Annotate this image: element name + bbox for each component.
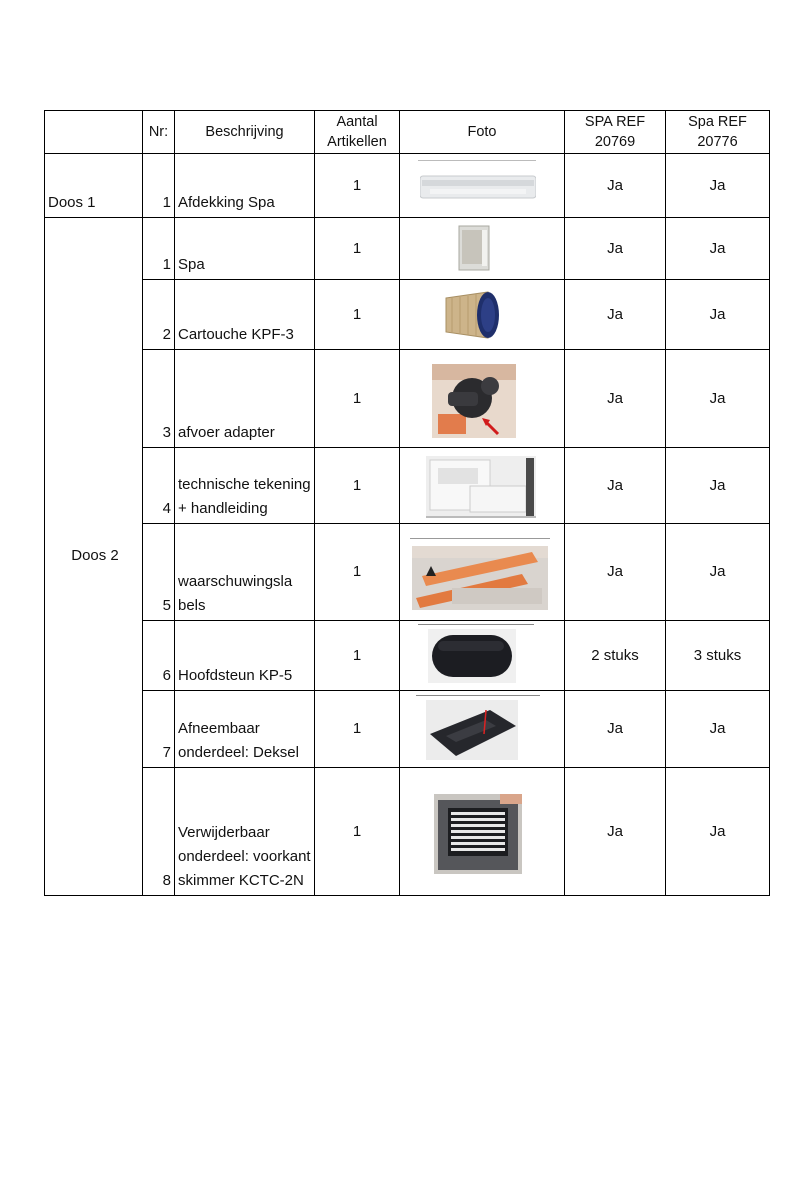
ref-20769-value: 2 stuks [565,621,666,691]
ref-20776-value: Ja [666,218,770,280]
item-photo-cell [400,154,565,218]
header-count: Aantal Artikellen [315,111,400,154]
item-count: 1 [315,768,400,896]
warning-labels-photo [412,546,548,610]
spa-photo [458,225,490,271]
filter-cartridge-photo [442,290,502,340]
ref-20776-value: Ja [666,448,770,524]
item-count: 1 [315,621,400,691]
item-photo-cell [400,768,565,896]
item-nr: 5 [143,524,175,621]
ref-20769-value: Ja [565,154,666,218]
item-nr: 7 [143,691,175,768]
headrest-photo [428,629,516,683]
box-label-doos-1: Doos 1 [45,154,143,218]
header-ref-20769: SPA REF 20769 [565,111,666,154]
ref-20776-value: Ja [666,768,770,896]
item-count: 1 [315,154,400,218]
item-nr: 2 [143,280,175,350]
header-box [45,111,143,154]
item-description: Verwijderbaar onderdeel: voorkant skimmer KCTC-2N [175,768,315,896]
item-description: Spa [175,218,315,280]
ref-20776-value: Ja [666,691,770,768]
item-nr: 3 [143,350,175,448]
table-row [45,621,770,691]
item-count: 1 [315,524,400,621]
lid-photo [426,700,518,760]
table-row [45,218,770,280]
item-count: 1 [315,218,400,280]
table-row [45,768,770,896]
ref-20769-value: Ja [565,768,666,896]
box-label-doos-2: Doos 2 [45,218,143,896]
item-count: 1 [315,448,400,524]
table-row [45,448,770,524]
item-description: technische tekening + handleiding [175,448,315,524]
table-row [45,524,770,621]
ref-20776-value: Ja [666,350,770,448]
item-description: waarschuwingsla bels [175,524,315,621]
header-ref-20776: Spa REF 20776 [666,111,770,154]
item-count: 1 [315,280,400,350]
header-nr: Nr: [143,111,175,154]
item-description: Afdekking Spa [175,154,315,218]
drain-adapter-photo [432,364,516,438]
item-nr: 8 [143,768,175,896]
item-nr: 1 [143,218,175,280]
skimmer-front-photo [434,794,522,874]
table-row [45,691,770,768]
item-photo-cell [400,448,565,524]
ref-20769-value: Ja [565,350,666,448]
item-nr: 4 [143,448,175,524]
ref-20769-value: Ja [565,218,666,280]
item-count: 1 [315,350,400,448]
item-description: Afneembaar onderdeel: Deksel [175,691,315,768]
item-photo-cell [400,691,565,768]
item-description: Hoofdsteun KP-5 [175,621,315,691]
item-nr: 6 [143,621,175,691]
table-row [45,280,770,350]
header-description: Beschrijving [175,111,315,154]
ref-20776-value: Ja [666,280,770,350]
ref-20776-value: Ja [666,524,770,621]
spa-cover-photo [420,174,536,200]
ref-20776-value: Ja [666,154,770,218]
ref-20769-value: Ja [565,280,666,350]
header-foto: Foto [400,111,565,154]
ref-20769-value: Ja [565,448,666,524]
item-photo-cell [400,280,565,350]
table-row [45,350,770,448]
ref-20776-value: 3 stuks [666,621,770,691]
item-description: afvoer adapter [175,350,315,448]
item-photo-cell [400,218,565,280]
item-photo-cell [400,524,565,621]
ref-20769-value: Ja [565,691,666,768]
item-nr: 1 [143,154,175,218]
table-row [45,154,770,218]
item-count: 1 [315,691,400,768]
parts-table [44,110,770,896]
item-photo-cell [400,621,565,691]
header-row [45,111,770,154]
ref-20769-value: Ja [565,524,666,621]
manual-photo [426,456,536,518]
item-description: Cartouche KPF-3 [175,280,315,350]
item-photo-cell [400,350,565,448]
